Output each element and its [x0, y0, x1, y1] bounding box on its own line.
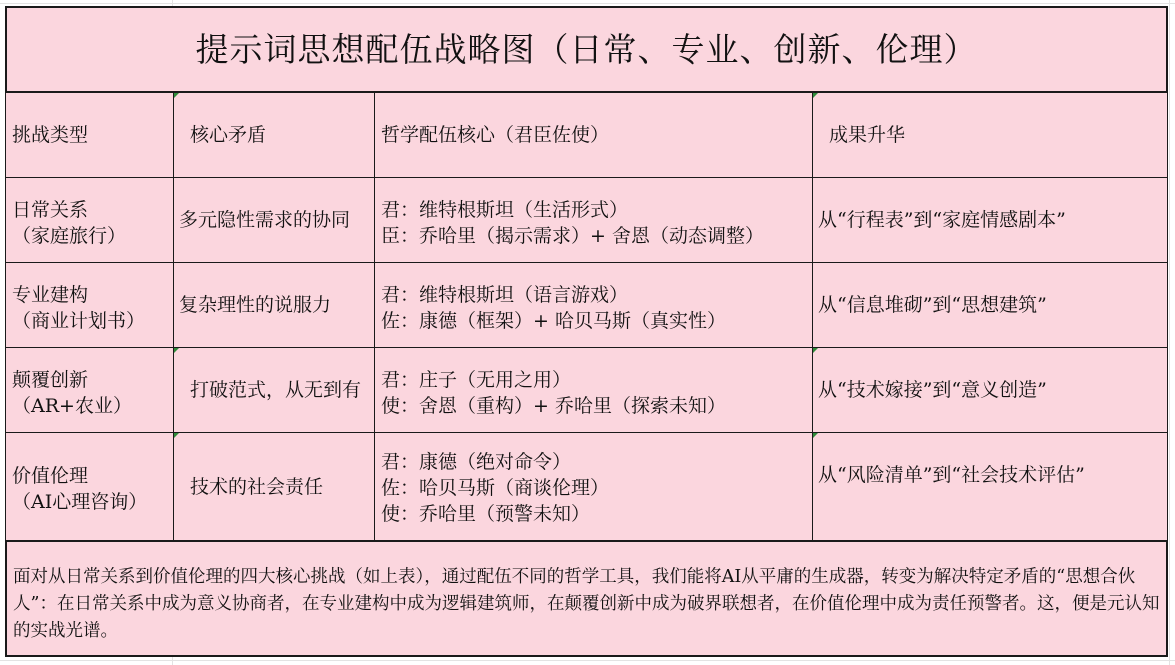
type-name: 颠覆创新 [12, 369, 89, 391]
header-label: 核心矛盾 [190, 124, 267, 146]
row-4-conflict[interactable] [173, 432, 375, 541]
row-1-philosophy[interactable] [374, 177, 813, 263]
type-name: 日常关系 [12, 199, 89, 221]
conflict-text: 多元隐性需求的协同 [179, 209, 351, 231]
conflict-text: 打破范式，从无到有 [190, 379, 362, 401]
row-1-type[interactable] [5, 177, 174, 263]
philosophy-line: 君：康德（绝对命令） [381, 451, 572, 473]
philosophy-line: 君：维特根斯坦（生活形式） [381, 199, 629, 221]
philosophy-line: 使：乔哈里（预警未知） [381, 503, 591, 525]
philosophy-line: 使：舍恩（重构）+ 乔哈里（探索未知） [381, 395, 726, 417]
type-name: 专业建构 [12, 284, 89, 306]
outcome-text: 从“技术嫁接”到“意义创造” [818, 379, 1047, 401]
conflict-text: 复杂理性的说服力 [179, 294, 332, 316]
philosophy-line: 君：庄子（无用之用） [381, 369, 572, 391]
header-label: 哲学配伍核心（君臣佐使） [381, 124, 610, 146]
conflict-text: 技术的社会责任 [190, 475, 324, 498]
summary-paragraph[interactable]: 面对从日常关系到价值伦理的四大核心挑战（如上表），通过配伍不同的哲学工具，我们能将AI从平庸的生成器，转变为解决特定矛盾的“思想合伙人”：在日常关系中成为意义协商者，在专业建构中成为逻辑建筑师，在颠覆创新中成为破界联想者，在价值伦理中成为责任预警者。这，便是元认知的实战光谱。 [5, 540, 1168, 657]
header-challenge-type[interactable] [5, 92, 174, 178]
header-philosophy-core[interactable] [374, 92, 813, 178]
row-3-type[interactable] [5, 347, 174, 433]
type-example: （商业计划书） [12, 310, 146, 332]
header-label: 成果升华 [829, 124, 906, 146]
sheet-gridline [1169, 0, 1170, 665]
comment-marker-icon [813, 433, 818, 438]
sheet-gridline [0, 3, 1175, 4]
row-2-type[interactable] [5, 262, 174, 348]
outcome-text: 从“行程表”到“家庭情感剧本” [818, 209, 1066, 231]
outcome-text: 从“风险清单”到“社会技术评估” [818, 464, 1085, 486]
type-name: 价值伦理 [12, 465, 89, 487]
table-title[interactable]: 提示词思想配伍战略图（日常、专业、创新、伦理） [5, 6, 1168, 93]
row-4-outcome[interactable] [812, 432, 1168, 541]
row-4-type[interactable] [5, 432, 174, 541]
header-core-conflict[interactable] [173, 92, 375, 178]
type-example: （AR+农业） [12, 395, 132, 417]
comment-marker-icon [813, 93, 818, 98]
philosophy-line: 君：维特根斯坦（语言游戏） [381, 284, 629, 306]
type-example: （AI心理咨询） [12, 491, 148, 513]
header-label: 挑战类型 [12, 124, 89, 146]
row-2-outcome[interactable] [812, 262, 1168, 348]
sheet-gridline [0, 660, 1175, 661]
row-3-philosophy[interactable] [374, 347, 813, 433]
row-1-outcome[interactable] [812, 177, 1168, 263]
type-example: （家庭旅行） [12, 225, 127, 247]
row-2-conflict[interactable] [173, 262, 375, 348]
comment-marker-icon [174, 433, 179, 438]
philosophy-line: 臣：乔哈里（揭示需求）+ 舍恩（动态调整） [381, 225, 764, 247]
comment-marker-icon [813, 348, 818, 353]
row-3-outcome[interactable] [812, 347, 1168, 433]
philosophy-line: 佐：哈贝马斯（商谈伦理） [381, 477, 610, 499]
outcome-text: 从“信息堆砌”到“思想建筑” [818, 294, 1047, 316]
row-3-conflict[interactable] [173, 347, 375, 433]
row-4-philosophy[interactable] [374, 432, 813, 541]
comment-marker-icon [174, 93, 179, 98]
philosophy-line: 佐：康德（框架）+ 哈贝马斯（真实性） [381, 310, 726, 332]
comment-marker-icon [174, 348, 179, 353]
row-1-conflict[interactable] [173, 177, 375, 263]
header-outcome[interactable] [812, 92, 1168, 178]
row-2-philosophy[interactable] [374, 262, 813, 348]
